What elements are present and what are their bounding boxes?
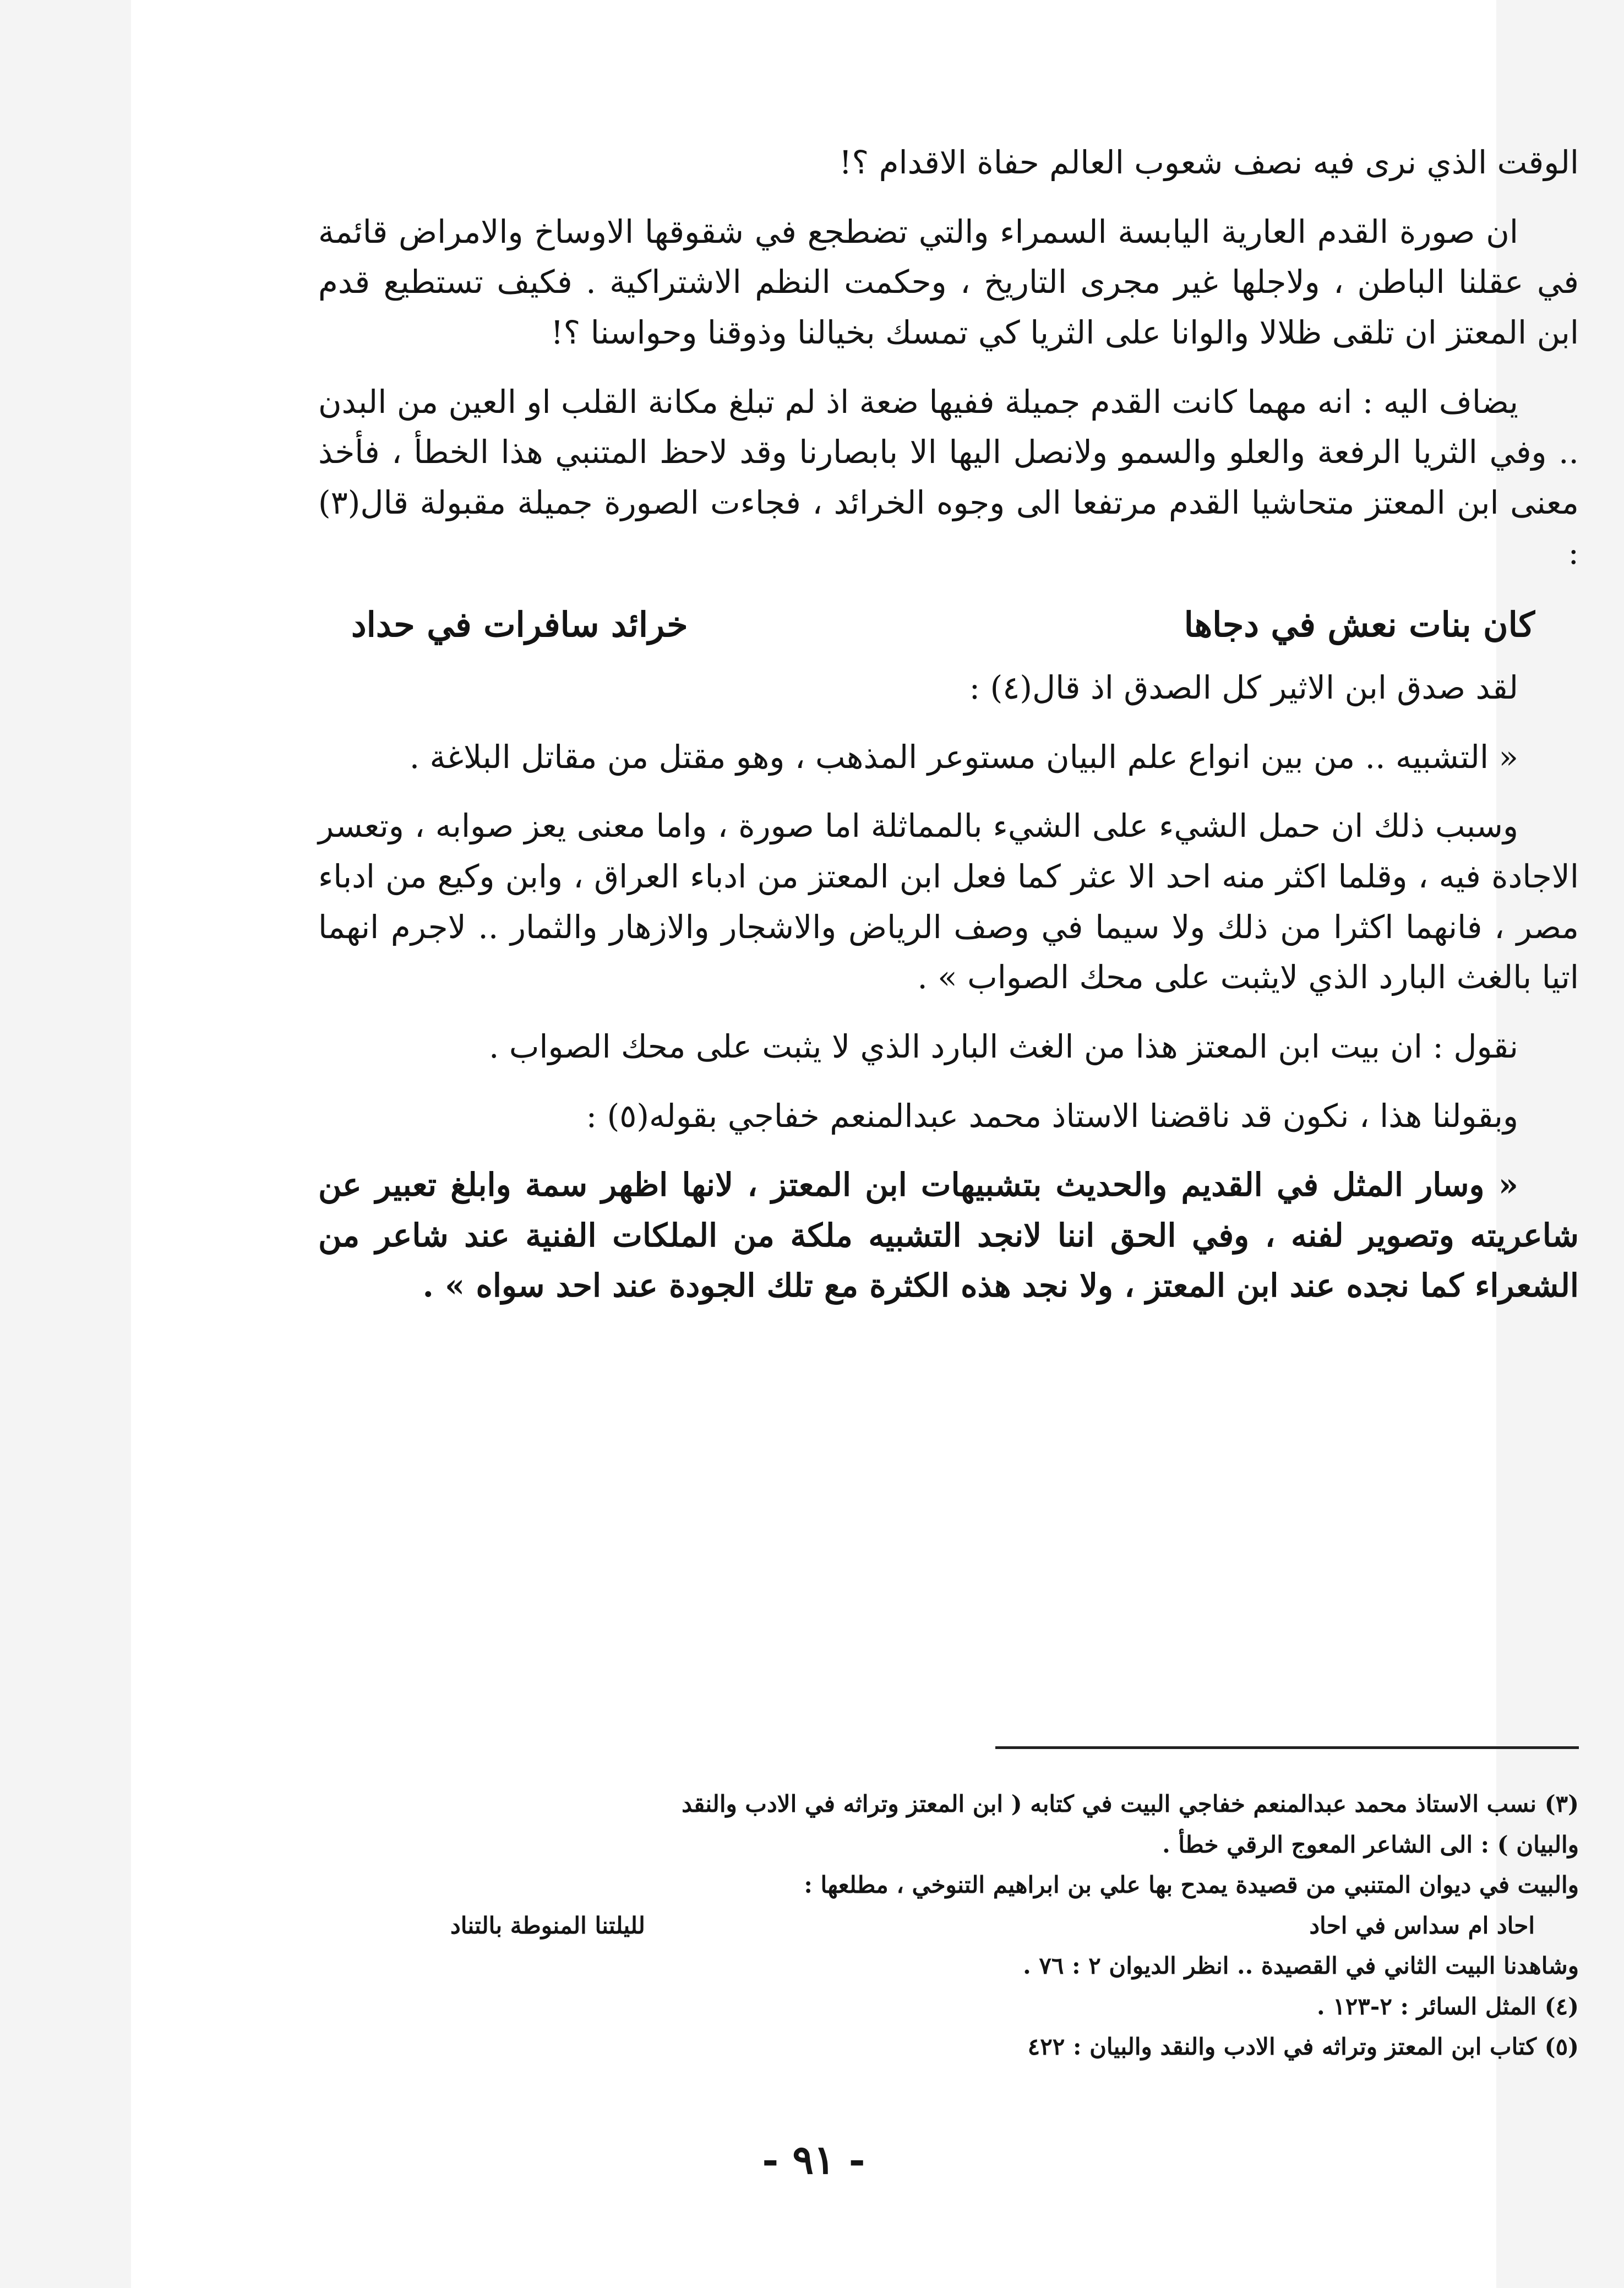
verse-first-hemistich: كان بنات نعش في دجاها <box>1184 604 1535 645</box>
verse-second-hemistich: خرائد سافرات في حداد <box>351 604 688 645</box>
footnote-verse-second: لليلتنا المنوطة بالتناد <box>450 1911 645 1939</box>
footnote-verse-first: احاد ام سداس في احاد <box>1309 1911 1535 1939</box>
footnote-3-verse <box>318 1905 1579 1946</box>
footnotes <box>318 1784 1579 2067</box>
paragraph-2: ان صورة القدم العارية اليابسة السمراء والتي تضطجع في شقوقها الاوساخ والامراض قائمة في عقلنا الباطن ، ولاجلها غير مجرى التاريخ ، وحكمت النظم الاشتراكية . فكيف تستطيع قدم ابن المعتز ان تلقى ظلالا والوانا على الثريا كي تمسك بخيالنا وذوقنا وحواسنا ؟! <box>318 213 1579 351</box>
paragraph-8: وبقولنا هذا ، نكون قد ناقضنا الاستاذ محمد عبدالمنعم خفاجي بقوله(٥) : <box>586 1097 1518 1135</box>
paragraph-6: وسبب ذلك ان حمل الشيء على الشيء بالمماثلة اما صورة ، واما معنى يعز صوابه ، وتعسر الاجادة فيه ، وقلما اكثر منه احد الا عثر كما فعل ابن المعتز من ادباء العراق ، وابن وكيع من ادباء مصر ، فانهما اكثرا من ذلك ولا سيما في وصف الرياض والاشجار والازهار والثمار .. لاجرم انهما اتيا بالغث البارد الذي لايثبت على محك الصواب » . <box>318 807 1579 996</box>
quote-ibn-athir: « التشبيه .. من بين انواع علم البيان مستوعر المذهب ، وهو مقتل من مقاتل البلاغة . <box>409 738 1518 776</box>
footnote-3-line-1: (٣) نسب الاستاذ محمد عبدالمنعم خفاجي البيت في كتابه ( ابن المعتز وتراثه في الادب والنقد <box>682 1790 1579 1817</box>
paragraph-3: يضاف اليه : انه مهما كانت القدم جميلة ففيها ضعة اذ لم تبلغ مكانة القلب او العين من البدن .. وفي الثريا الرفعة والعلو والسمو ولانصل اليها الا بابصارنا وقد لاحظ المتنبي هذا الخطأ ، فأخذ معنى ابن المعتز متحاشيا القدم مرتفعا الى وجوه الخرائد ، فجاءت الصورة جميلة مقبولة قال(٣) : <box>318 383 1579 572</box>
footnote-3-line-4: وشاهدنا البيت الثاني في القصيدة .. انظر الديوان ٢ : ٧٦ . <box>1023 1952 1579 1979</box>
paragraph-1: الوقت الذي نرى فيه نصف شعوب العالم حفاة الاقدام ؟! <box>839 144 1579 181</box>
footnote-3-line-3: والبيت في ديوان المتنبي من قصيدة يمدح بها علي بن ابراهيم التنوخي ، مطلعها : <box>804 1871 1579 1898</box>
book-page <box>131 0 1579 2288</box>
poem-verse <box>318 597 1579 652</box>
page-number: - ٩١ - <box>762 2136 865 2183</box>
main-text <box>318 138 1579 1330</box>
footnote-5: (٥) كتاب ابن المعتز وتراثه في الادب والنقد والبيان : ٤٢٢ <box>1027 2033 1579 2060</box>
footnote-4: (٤) المثل السائر : ٢-١٢٣ . <box>1316 1992 1579 2020</box>
footnote-3-line-2: والبيان ) : الى الشاعر المعوج الرقي خطأ . <box>1162 1831 1579 1858</box>
paragraph-4: لقد صدق ابن الاثير كل الصدق اذ قال(٤) : <box>969 669 1518 707</box>
footnote-divider <box>995 1746 1579 1749</box>
quote-khafaji: « وسار المثل في القديم والحديث بتشبيهات ابن المعتز ، لانها اظهر سمة وابلغ تعبير عن شاعريته وتصوير لفنه ، وفي الحق اننا لانجد التشبيه ملكة من الملكات الفنية عند شاعر من الشعراء كما نجده عند ابن المعتز ، ولا نجد هذه الكثرة مع تلك الجودة عند احد سواه » . <box>318 1166 1579 1305</box>
paragraph-7: نقول : ان بيت ابن المعتز هذا من الغث البارد الذي لا يثبت على محك الصواب . <box>488 1027 1518 1065</box>
